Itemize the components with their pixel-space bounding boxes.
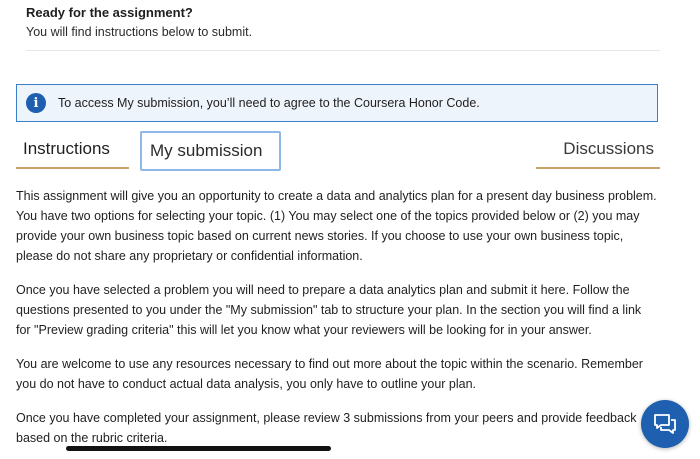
home-indicator: [66, 446, 331, 451]
instructions-paragraph: You are welcome to use any resources necessary to find out more about the topic within the scenario. Remember you do not have to conduct actual data analysis, you only have to outline your plan.: [16, 357, 643, 391]
assignment-header: [26, 4, 660, 51]
instructions-paragraph: This assignment will give you an opportunity to create a data and analytics plan for a present day business problem. You have two options for selecting your topic. (1) You may select one of the topics provided below or (2) you may provide your own business topic based on current news stories. If you choose to use your own business topic, please do not share any proprietary or confidential information.: [16, 189, 657, 263]
honor-code-alert-text: To access My submission, you’ll need to agree to the Coursera Honor Code.: [58, 96, 480, 110]
info-icon: i: [26, 93, 46, 113]
tab-my-submission[interactable]: My submission: [140, 131, 281, 171]
assignment-tabs: [16, 131, 660, 173]
assignment-header-title: Ready for the assignment?: [26, 5, 193, 20]
instructions-paragraph: Once you have selected a problem you will need to prepare a data analytics plan and submit it here. Follow the questions presented to you under the "My submission" tab to structure your plan. In the section you will find a link for "Preview grading criteria" this will let you know what your reviewers will be looking for in your answer.: [16, 283, 642, 337]
honor-code-alert: [16, 84, 658, 122]
assignment-header-subtitle: You will find instructions below to submit.: [26, 25, 253, 39]
chat-icon: [652, 411, 678, 437]
tab-discussions[interactable]: Discussions: [536, 131, 660, 169]
chat-button[interactable]: [641, 400, 689, 448]
instructions-content: [16, 186, 658, 459]
tab-instructions[interactable]: Instructions: [16, 131, 129, 169]
instructions-paragraph: Once you have completed your assignment, please review 3 submissions from your peers and provide feedback based on the rubric criteria.: [16, 411, 637, 445]
